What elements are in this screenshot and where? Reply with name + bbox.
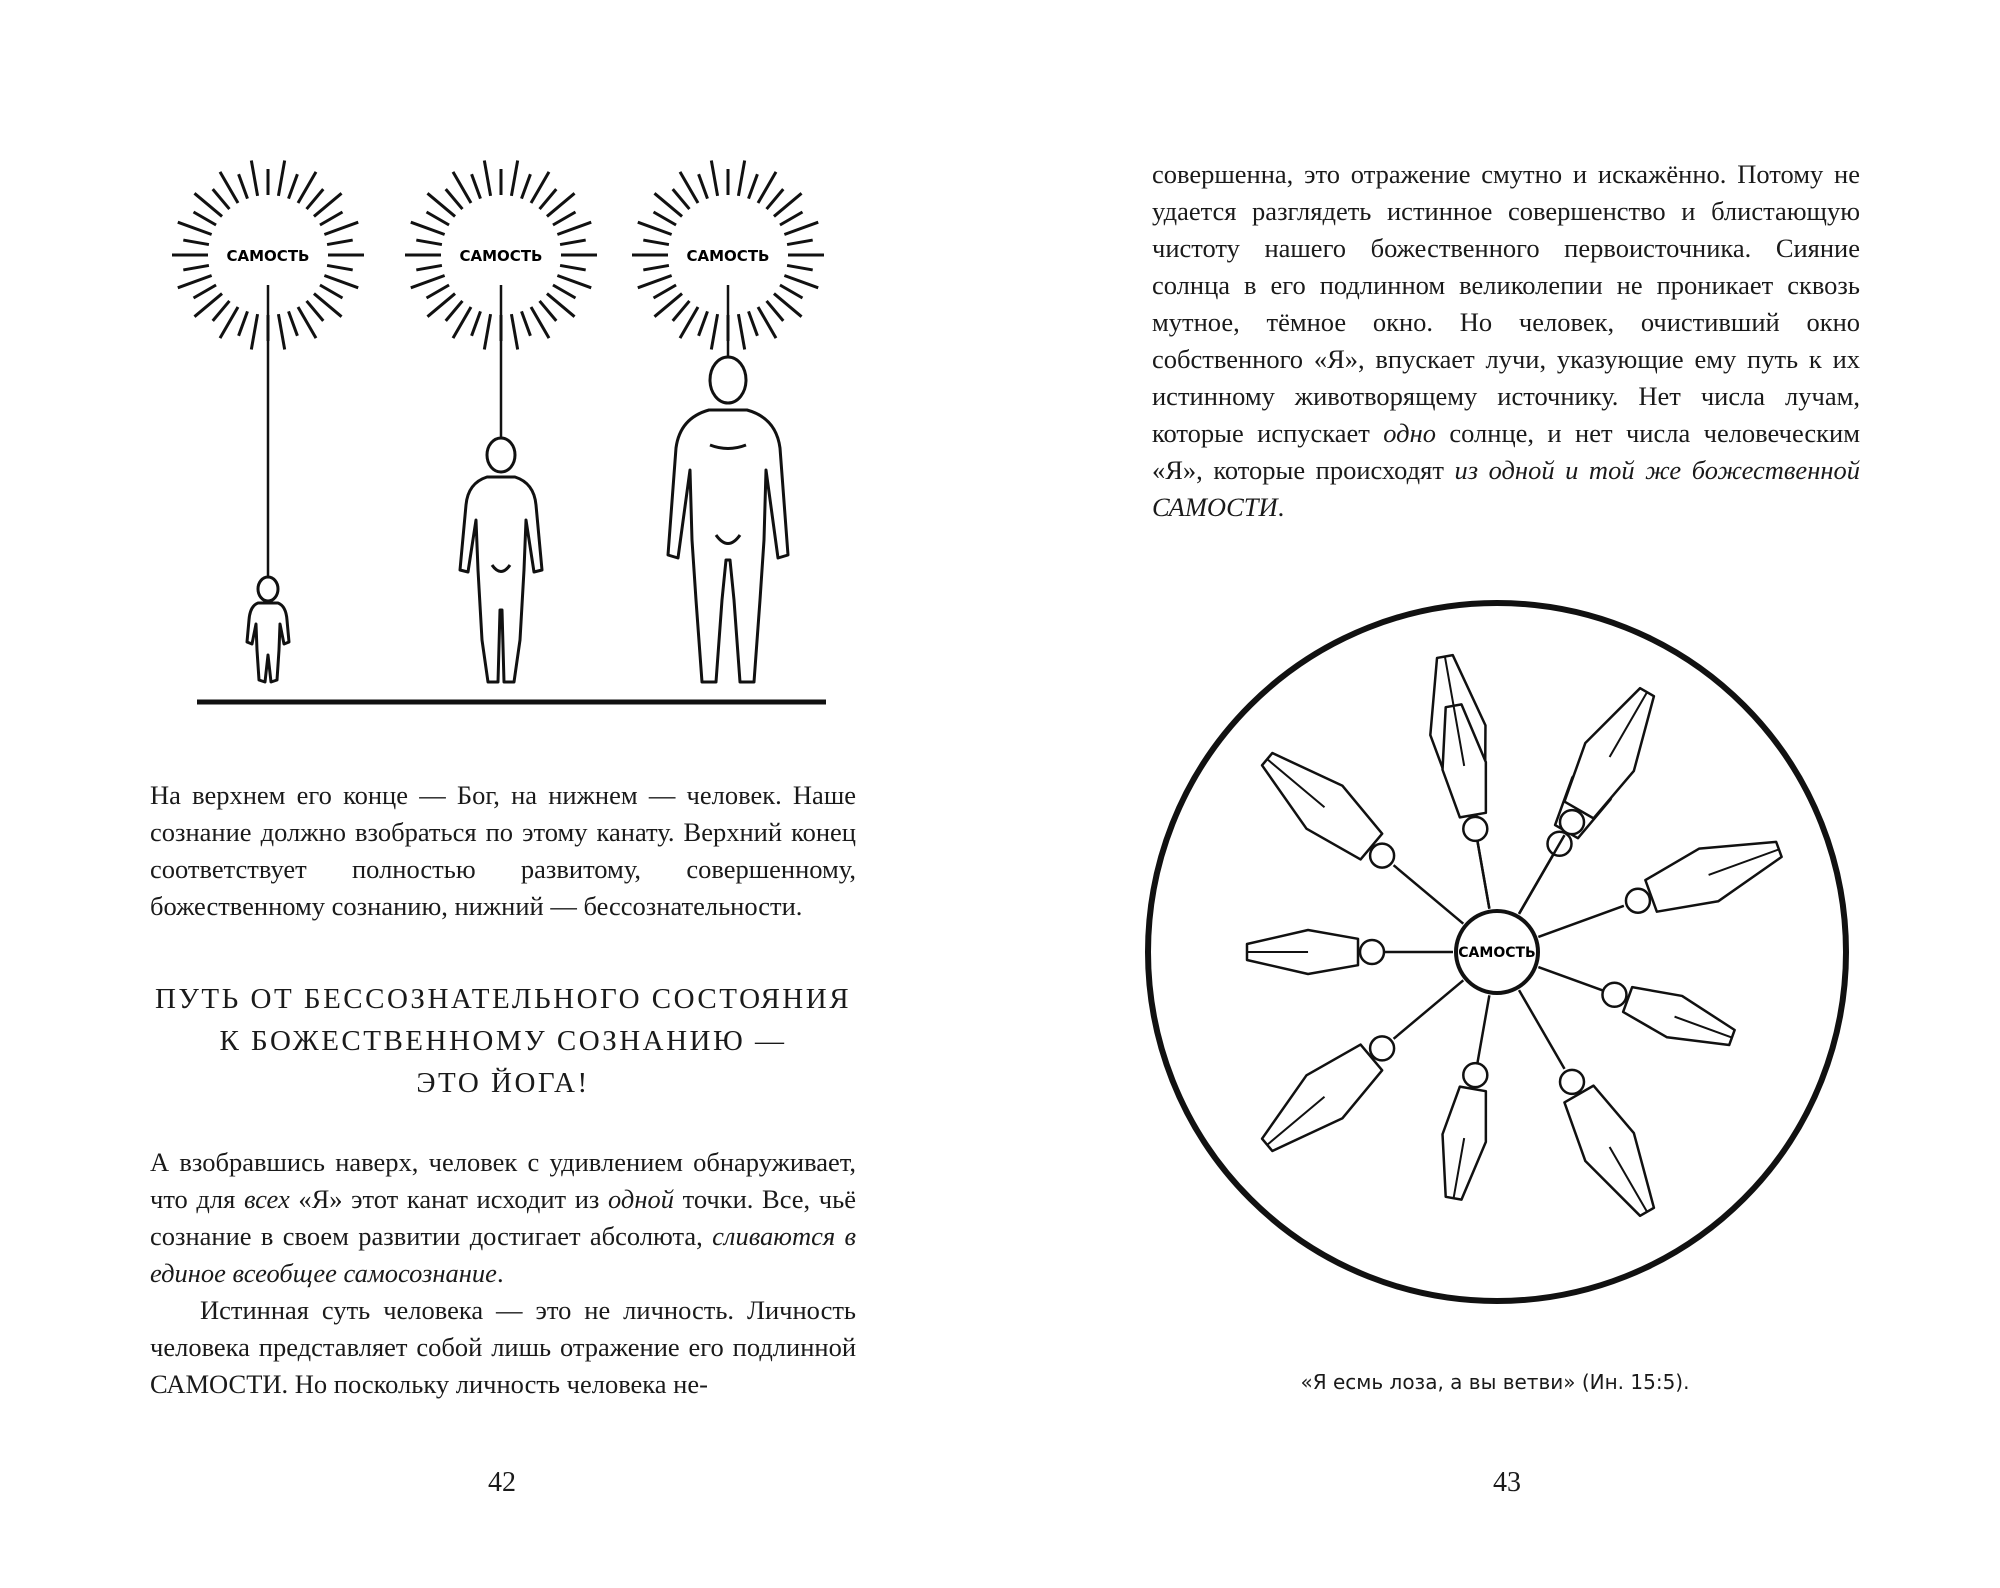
sun-ray [446, 301, 463, 321]
sun-ray [758, 172, 776, 203]
sun-ray [784, 276, 818, 288]
sun-ray [749, 311, 758, 335]
section-heading-line-2: К БОЖЕСТВЕННОМУ СОЗНАНИЮ — [219, 1025, 787, 1057]
sun-ray [472, 174, 481, 198]
branch-line [1394, 865, 1464, 923]
left-paragraph-2 [150, 1144, 856, 1403]
sun-ray [643, 240, 669, 245]
sun-ray [787, 265, 813, 270]
sun-ray [324, 222, 358, 234]
sun-ray [738, 160, 744, 195]
left-paragraph-1-text: На верхнем его конце — Бог, на нижнем — человек. Наше сознание должно взобраться по этому канату. Верхний конец соответствует полностью развитому, совершенному, божественному сознанию, нижний — бессознательности. [150, 780, 856, 921]
sun-ray [427, 285, 450, 298]
sun-ray [758, 307, 776, 338]
branch-line [1477, 995, 1489, 1062]
sun-ray [178, 276, 212, 288]
sun-ray [289, 174, 298, 198]
sun-ray [511, 314, 517, 349]
right-paragraph-1-text: совершенна, это отражение смутно и искажённо. Потому не удается разглядеть истинное совершенство и блистающую чистоту нашего божественного первоисточника. Сияние солнца в его подлинном великолепии не проникает сквозь мутное, тёмное окно. Но человек, очистивший окно собственного «Я», впускает лучи, указующие ему путь к их истинному животворящему источнику. Нет числа лучам, которые испускает одно солнце, и нет числа человеческим «Я», которые происходят из одной и той же божественной САМОСТИ. [1152, 159, 1860, 522]
sun-ray [522, 174, 531, 198]
sun-ray [767, 301, 784, 321]
branch-human-figure [1560, 688, 1654, 834]
sun-ray [780, 285, 803, 298]
sun-ray [557, 222, 591, 234]
sun-ray [251, 160, 257, 195]
sun-ray [183, 265, 209, 270]
left-paragraph-1 [150, 777, 856, 925]
branch-human-figure [1262, 1036, 1394, 1151]
branch-line [1477, 841, 1489, 908]
self-hub-label: САМОСТЬ [1458, 945, 1536, 961]
sun-ray [239, 174, 248, 198]
sun-ray [307, 301, 324, 321]
right-page [1000, 0, 2000, 1588]
sun-ray [540, 301, 557, 321]
branch-line [1538, 906, 1624, 937]
sun-ray [784, 222, 818, 234]
branch-human-figure [1602, 983, 1734, 1045]
branch-line [1394, 980, 1464, 1038]
sun-ray [680, 307, 698, 338]
sun-ray [540, 189, 557, 209]
self-sun-1-label: САМОСТЬ [226, 247, 310, 265]
sun-ray [699, 174, 708, 198]
sun-ray [239, 311, 248, 335]
sun-ray [320, 212, 343, 225]
branch-human-figure [1262, 753, 1394, 868]
sun-ray [324, 276, 358, 288]
sun-ray [416, 240, 442, 245]
branch-line [1519, 990, 1565, 1069]
sun-ray [638, 222, 672, 234]
branch-human-figure [1626, 842, 1782, 913]
sun-ray [531, 307, 549, 338]
sun-ray [654, 212, 677, 225]
sun-ray [553, 285, 576, 298]
sun-ray [511, 160, 517, 195]
section-heading-line-3: ЭТО ЙОГА! [416, 1067, 590, 1099]
self-sun-2-label: САМОСТЬ [459, 247, 543, 265]
sun-ray [780, 212, 803, 225]
sun-ray [411, 276, 445, 288]
sun-ray [178, 222, 212, 234]
sun-ray [298, 172, 316, 203]
sun-ray [251, 314, 257, 349]
sun-ray [531, 172, 549, 203]
page-number-left: 42 [488, 1467, 516, 1498]
sun-ray [307, 189, 324, 209]
sun-ray [654, 285, 677, 298]
sun-ray [183, 240, 209, 245]
sun-ray [327, 265, 353, 270]
sun-ray [213, 301, 230, 321]
sun-ray [553, 212, 576, 225]
section-heading [150, 978, 856, 1104]
page-number-right: 43 [1493, 1467, 1521, 1498]
sun-ray [560, 265, 586, 270]
sun-ray [557, 276, 591, 288]
sun-ray [278, 160, 284, 195]
vine-circle-illustration [1000, 580, 2000, 1340]
self-sun-3-label: САМОСТЬ [686, 247, 770, 265]
branch-line [1519, 835, 1565, 914]
branch-line [1538, 967, 1602, 990]
sun-ray [213, 189, 230, 209]
branch-human-figure [1560, 1070, 1654, 1216]
sun-ray [194, 285, 217, 298]
sun-ray [749, 174, 758, 198]
sun-ray [738, 314, 744, 349]
figure-caption: «Я есмь лоза, а вы ветви» (Ин. 15:5). [1300, 1370, 1690, 1394]
medium-human-figure [460, 438, 542, 682]
sun-ray [767, 189, 784, 209]
sun-ray [711, 160, 717, 195]
left-paragraph-2-text: А взобравшись наверх, человек с удивлением обнаруживает, что для всех «Я» этот канат исходит из одной точки. Все, чьё сознание в своем развитии достигает абсолюта, сливаются в единое всеобщее самосознание. [150, 1147, 856, 1288]
section-heading-line-1: ПУТЬ ОТ БЕССОЗНАТЕЛЬНОГО СОСТОЯНИЯ [154, 983, 852, 1015]
sun-ray [411, 222, 445, 234]
sun-ray [278, 314, 284, 349]
sun-ray [298, 307, 316, 338]
sun-ray [680, 172, 698, 203]
branch-human-figure [1443, 1063, 1488, 1199]
sun-ray [560, 240, 586, 245]
sun-ray [446, 189, 463, 209]
sun-ray [484, 314, 490, 349]
sun-ray [472, 311, 481, 335]
sun-ray [427, 212, 450, 225]
sun-ray [711, 314, 717, 349]
sun-ray [643, 265, 669, 270]
sun-ray [484, 160, 490, 195]
sun-ray [416, 265, 442, 270]
sun-ray [453, 307, 471, 338]
large-human-figure [668, 357, 788, 682]
sun-ray [320, 285, 343, 298]
sun-ray [220, 172, 238, 203]
sun-ray [194, 212, 217, 225]
sun-ray [220, 307, 238, 338]
sun-ray [673, 301, 690, 321]
small-human-figure [247, 577, 289, 682]
right-paragraph-1 [1152, 156, 1860, 526]
left-paragraph-3-text: Истинная суть человека — это не личность. Личность человека представляет собой лишь отражение его подлинной САМОСТИ. Но поскольку личность человека не- [150, 1295, 856, 1399]
sun-ray [522, 311, 531, 335]
sun-ray [289, 311, 298, 335]
rope-figure-illustration [0, 0, 1000, 720]
sun-ray [699, 311, 708, 335]
sun-ray [673, 189, 690, 209]
sun-ray [327, 240, 353, 245]
branch-human-figure [1247, 930, 1384, 974]
sun-ray [638, 276, 672, 288]
sun-ray [453, 172, 471, 203]
sun-ray [787, 240, 813, 245]
